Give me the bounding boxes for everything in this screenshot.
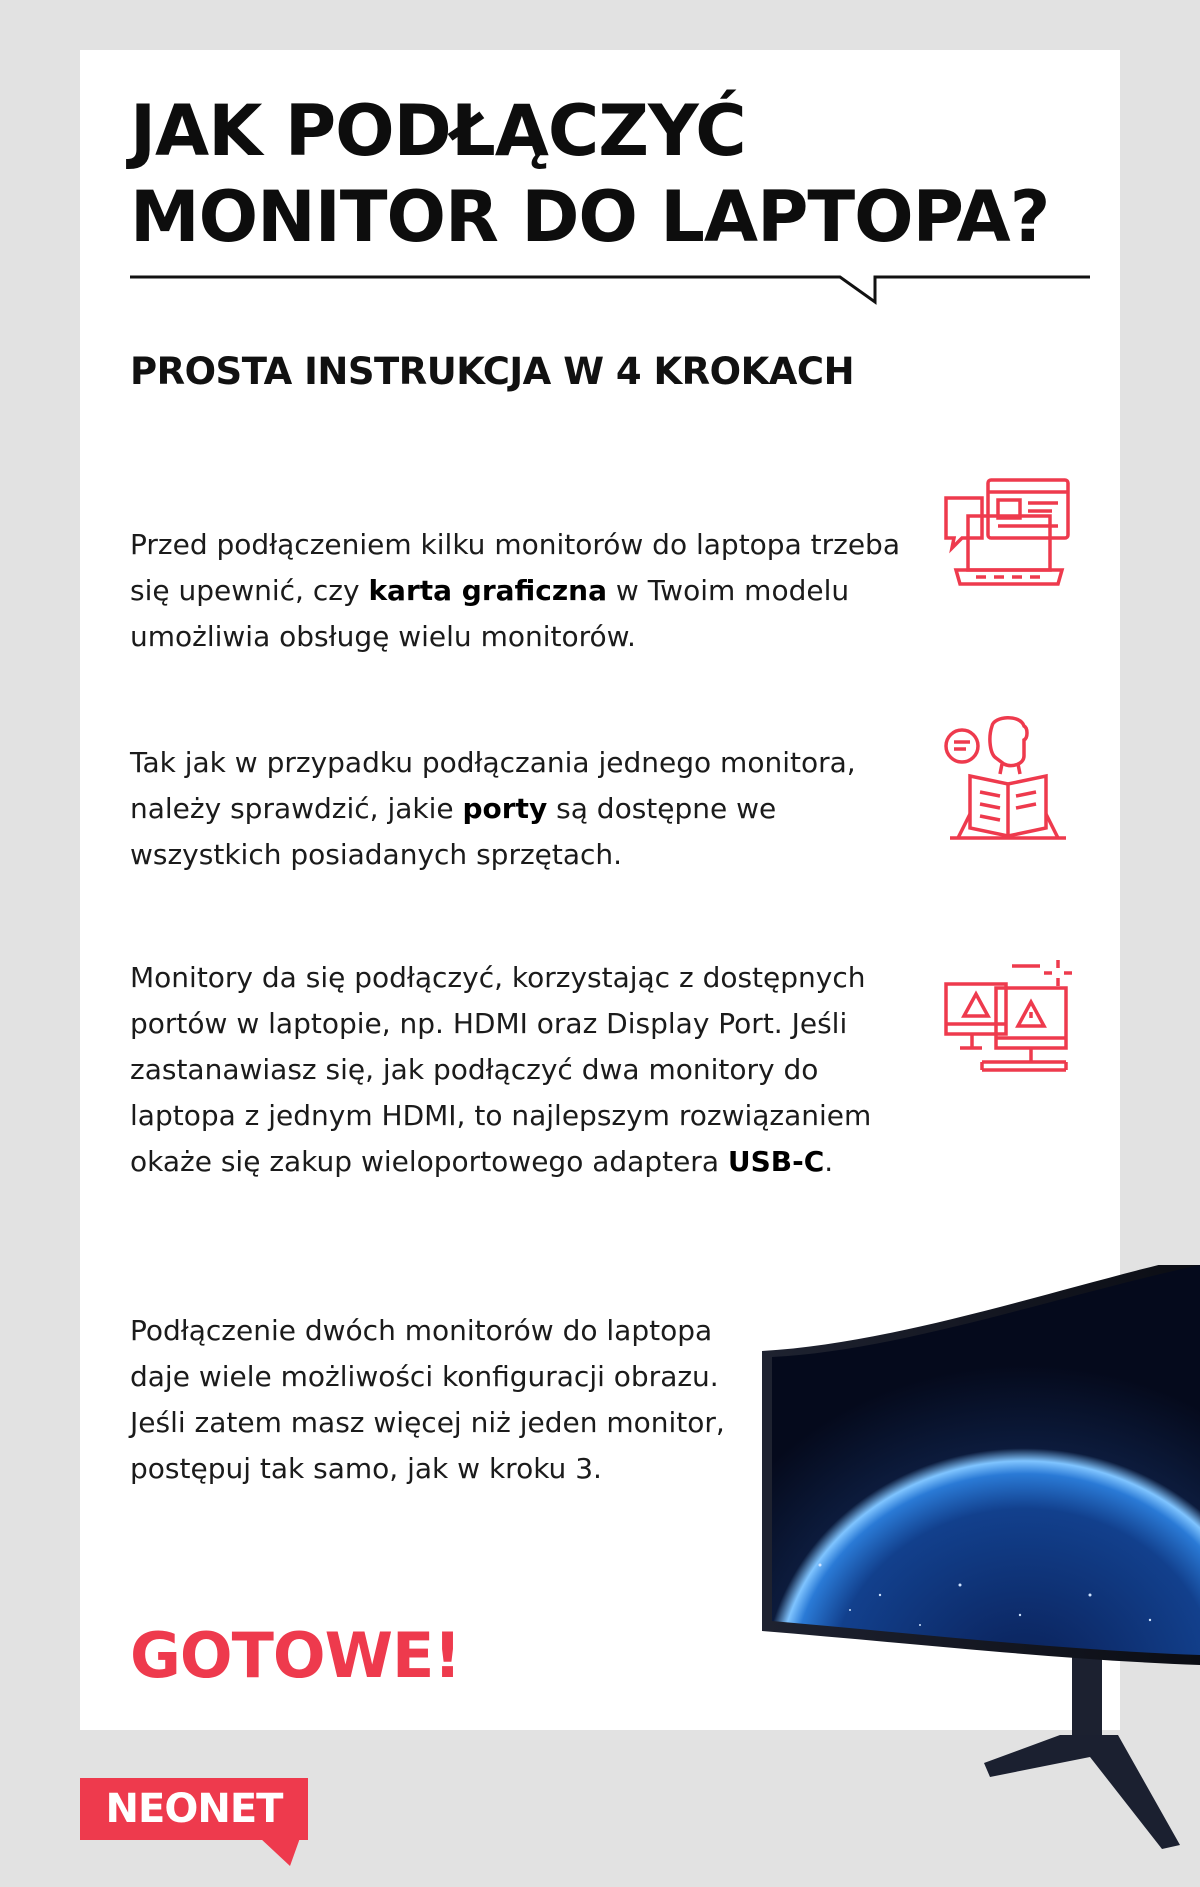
dual-monitor-warning-icon [942, 958, 1072, 1078]
step-1-highlight: karta graficzna [368, 574, 608, 607]
curved-monitor-image [760, 1265, 1200, 1865]
person-reading-icon [942, 714, 1072, 844]
logo-text: NEONET [105, 1786, 283, 1832]
step-3-highlight: USB-C [727, 1145, 825, 1178]
laptop-chat-icon [942, 476, 1072, 606]
step-2-text: Tak jak w przypadku podłączania jednego monitora, należy sprawdzić, jakie porty są dostępne we wszystkich posiadanych sprzętach. [130, 746, 856, 871]
title-line-2: MONITOR DO LAPTOPA? [130, 176, 1050, 258]
logo-speech-tail [260, 1838, 300, 1868]
step-2-highlight: porty [462, 792, 548, 825]
page-title [130, 88, 1049, 260]
step-1-text: Przed podłączeniem kilku monitorów do laptopa trzeba się upewnić, czy karta graficzna w Twoim modelu umożliwia obsługę wielu monitorów. [130, 528, 900, 653]
step-4-text: Podłączenie dwóch monitorów do laptopa daje wiele możliwości konfiguracji obrazu. Jeśli zatem masz więcej niż jeden monitor, postępuj tak samo, jak w kroku 3. [130, 1314, 725, 1485]
done-heading: GOTOWE! [130, 1619, 461, 1692]
step-3-text: Monitory da się podłączyć, korzystając z dostępnych portów w laptopie, np. HDMI oraz Display Port. Jeśli zastanawiasz się, jak podłączyć dwa monitory do laptopa z jednym HDMI, to najlepszym rozwiązaniem okaże się zakup wieloportowego adaptera USB-C. [130, 961, 872, 1178]
subtitle: PROSTA INSTRUKCJA W 4 KROKACH [130, 350, 855, 393]
title-line-1: JAK PODŁĄCZYĆ [130, 90, 746, 172]
speech-bubble-rule [130, 264, 1090, 314]
